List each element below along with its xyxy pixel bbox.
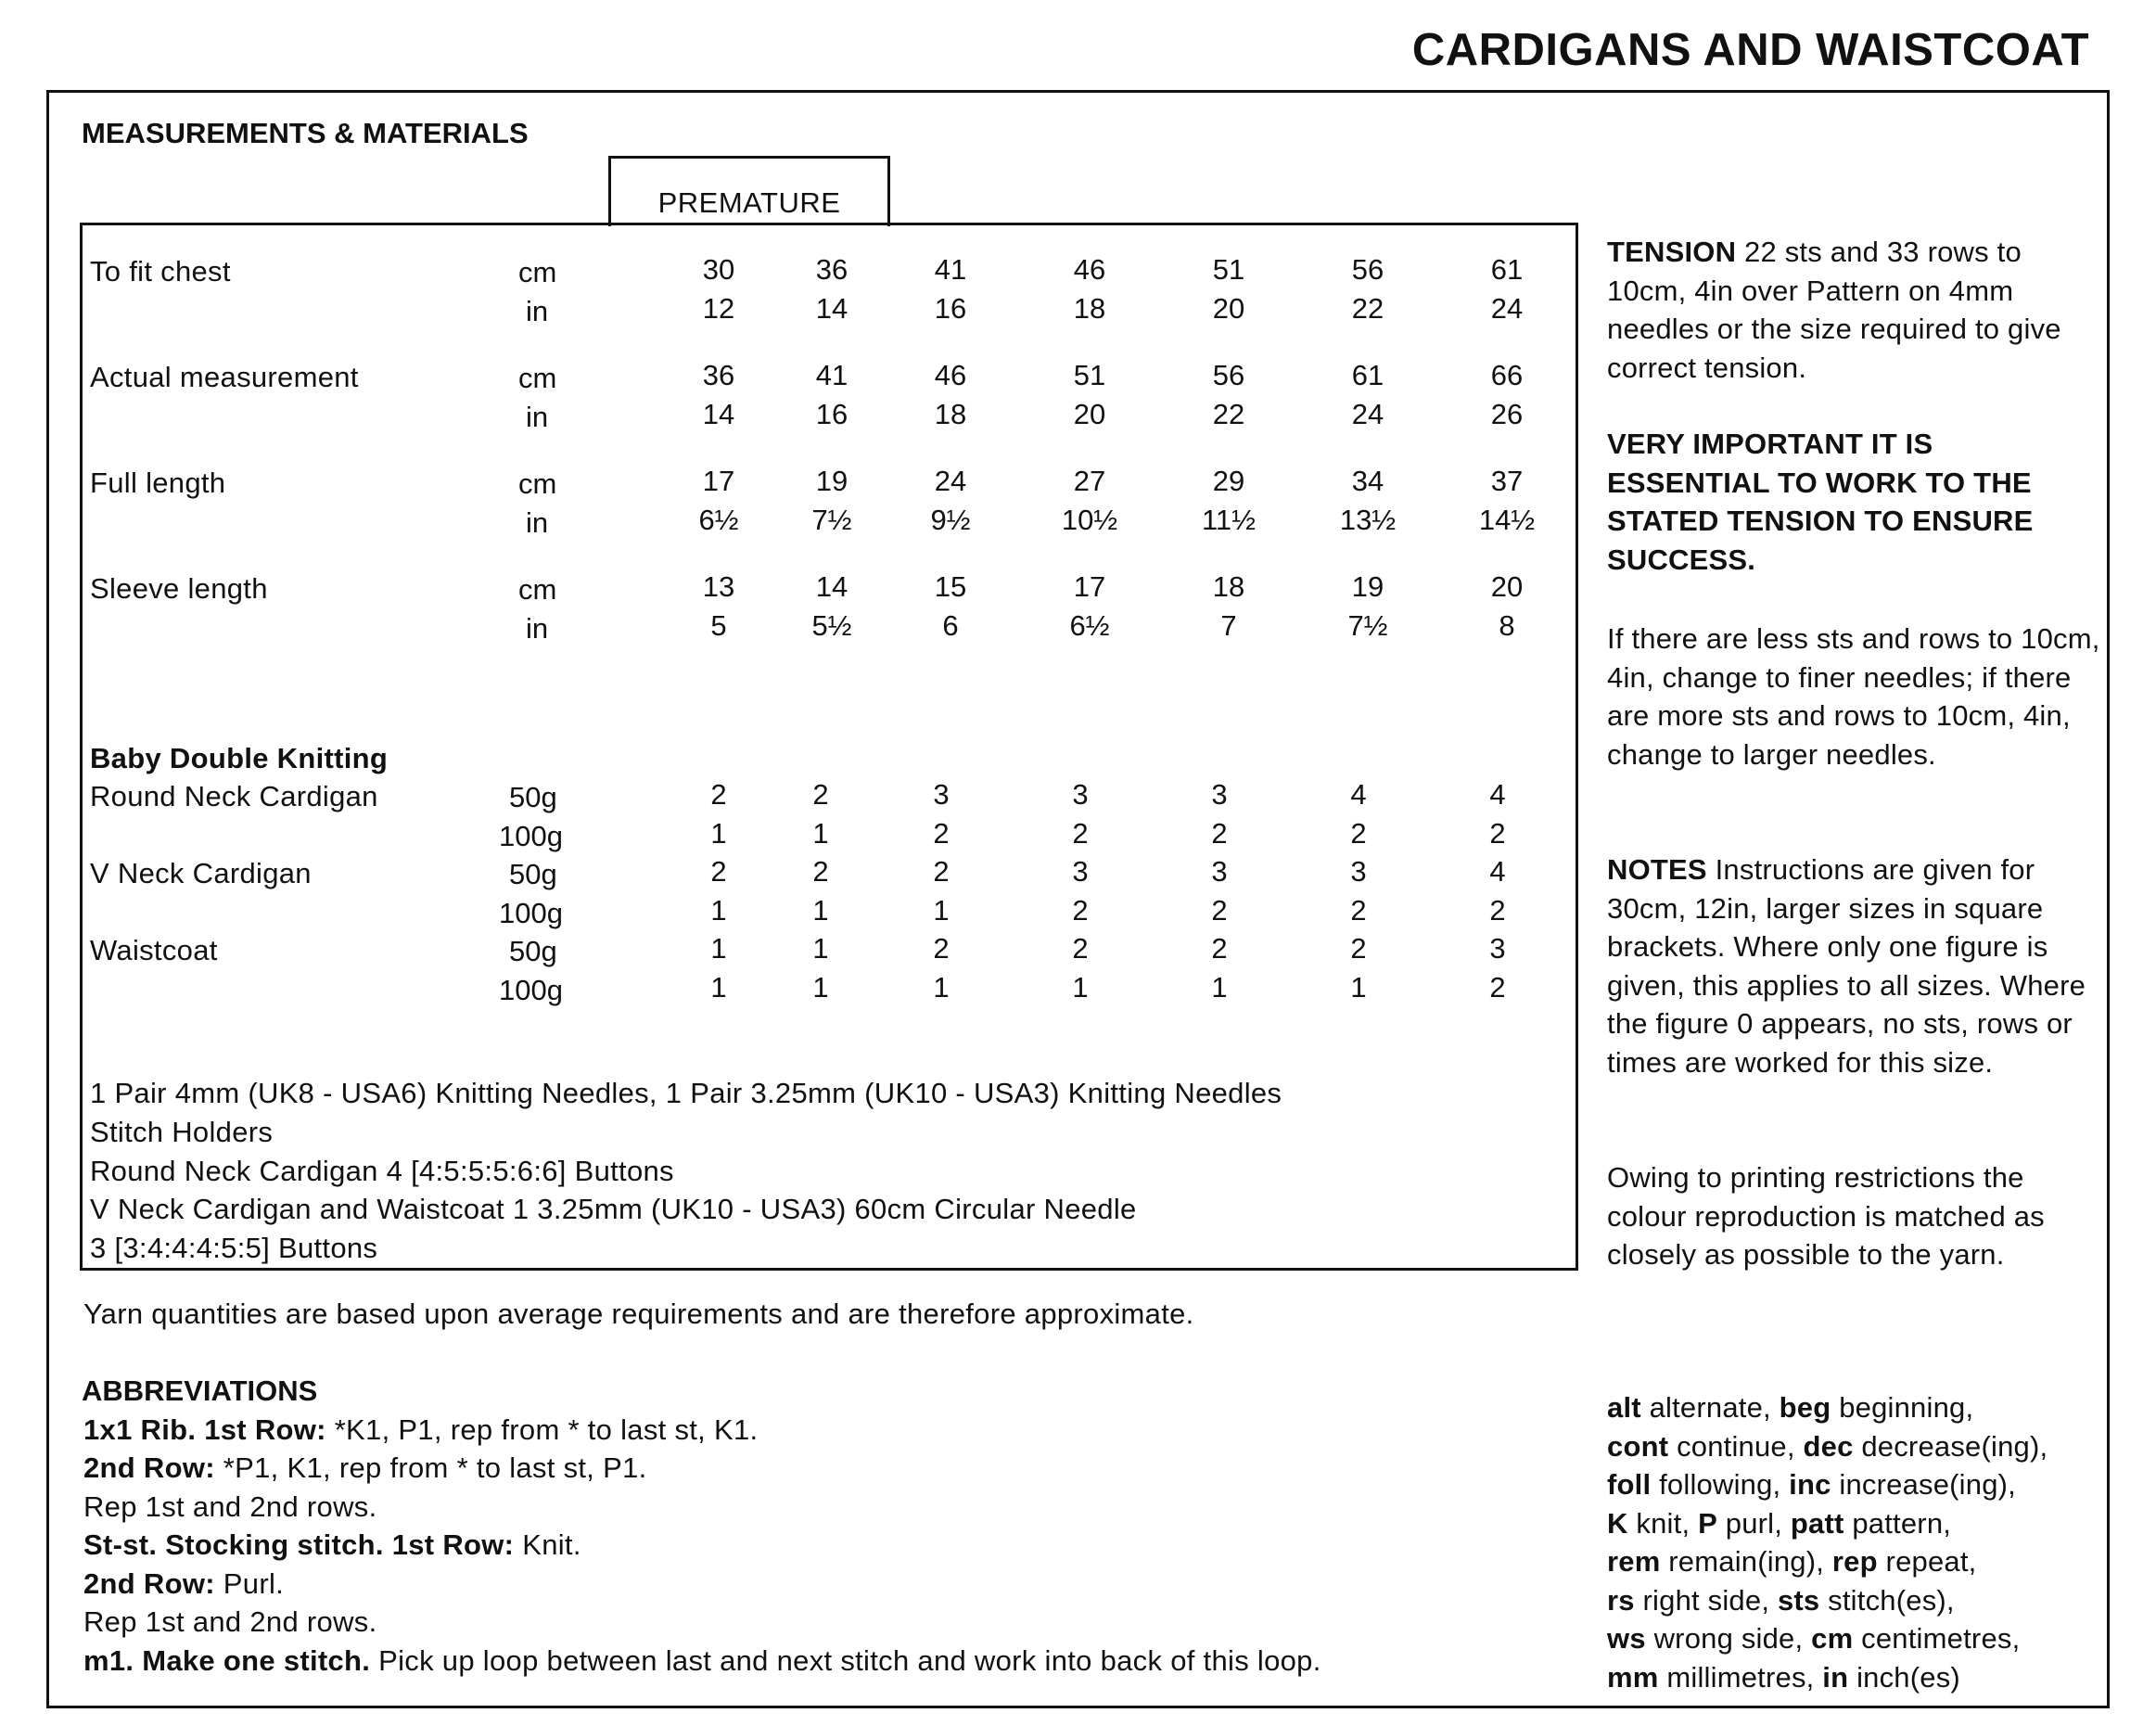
page-title: CARDIGANS AND WAISTCOAT bbox=[1411, 25, 2089, 75]
unit-100g: 100g bbox=[499, 974, 563, 1006]
value-cell: 30 bbox=[702, 253, 735, 286]
tension-paragraph: TENSION 22 sts and 33 rows to 10cm, 4in over Pattern on 4mm needles or the size required to give correct tension. bbox=[1607, 236, 2061, 384]
row-label: Sleeve length bbox=[90, 572, 268, 605]
abbrev-line: 2nd Row: *P1, K1, rep from * to last st, P1. bbox=[83, 1451, 647, 1484]
abbrev-line: Rep 1st and 2nd rows. bbox=[83, 1605, 377, 1638]
yarn-value-cell: 2 bbox=[1211, 817, 1228, 850]
value-cell: 41 bbox=[934, 253, 967, 286]
value-cell: 46 bbox=[1073, 253, 1106, 286]
value-cell: 13½ bbox=[1339, 504, 1397, 536]
yarn-value-cell: 1 bbox=[710, 932, 727, 965]
value-cell: 24 bbox=[934, 465, 967, 497]
glossary-line: alt alternate, beg beginning, bbox=[1607, 1391, 1974, 1424]
value-cell: 24 bbox=[1351, 398, 1384, 430]
abbrev-line: m1. Make one stitch. Pick up loop between last and next stitch and work into back of this loop. bbox=[83, 1644, 1321, 1677]
unit-in: in bbox=[526, 295, 549, 327]
materials-line-v-buttons: 3 [3:4:4:4:5:5] Buttons bbox=[90, 1232, 378, 1264]
value-cell: 8 bbox=[1499, 609, 1515, 642]
yarn-value-cell: 3 bbox=[1211, 855, 1228, 888]
measurements-table bbox=[80, 223, 1578, 1271]
materials-line-needles: 1 Pair 4mm (UK8 - USA6) Knitting Needles, 1 Pair 3.25mm (UK10 - USA3) Knitting Needles bbox=[90, 1077, 1282, 1109]
size-tab bbox=[608, 156, 890, 226]
value-cell: 29 bbox=[1212, 465, 1245, 497]
value-cell: 51 bbox=[1212, 253, 1245, 286]
value-cell: 7 bbox=[1220, 609, 1237, 642]
value-cell: 6 bbox=[942, 609, 959, 642]
yarn-value-cell: 4 bbox=[1489, 855, 1506, 888]
value-cell: 46 bbox=[934, 359, 967, 391]
yarn-value-cell: 3 bbox=[1072, 778, 1089, 811]
yarn-value-cell: 1 bbox=[933, 894, 950, 927]
abbrev-line: 2nd Row: Purl. bbox=[83, 1567, 285, 1600]
row-label: Waistcoat bbox=[90, 934, 218, 966]
value-cell: 12 bbox=[702, 292, 735, 325]
yarn-value-cell: 2 bbox=[1489, 894, 1506, 927]
value-cell: 5½ bbox=[811, 609, 852, 642]
abbrev-line: Rep 1st and 2nd rows. bbox=[83, 1490, 377, 1523]
value-cell: 51 bbox=[1073, 359, 1106, 391]
value-cell: 41 bbox=[815, 359, 848, 391]
unit-100g: 100g bbox=[499, 897, 563, 929]
bottom-rule bbox=[46, 1706, 2110, 1708]
value-cell: 36 bbox=[702, 359, 735, 391]
yarn-value-cell: 1 bbox=[710, 971, 727, 1004]
yarn-value-cell: 2 bbox=[1211, 932, 1228, 965]
row-label: Round Neck Cardigan bbox=[90, 780, 378, 812]
yarn-note: Yarn quantities are based upon average requirements and are therefore approximate. bbox=[83, 1298, 1194, 1330]
abbrev-line: St-st. Stocking stitch. 1st Row: Knit. bbox=[83, 1528, 581, 1561]
abbreviations-heading: ABBREVIATIONS bbox=[82, 1374, 318, 1407]
yarn-value-cell: 1 bbox=[812, 817, 829, 850]
yarn-value-cell: 1 bbox=[1072, 971, 1089, 1004]
yarn-value-cell: 1 bbox=[812, 894, 829, 927]
yarn-value-cell: 2 bbox=[1072, 817, 1089, 850]
value-cell: 20 bbox=[1073, 398, 1106, 430]
glossary-line: rs right side, sts stitch(es), bbox=[1607, 1583, 1955, 1617]
value-cell: 27 bbox=[1073, 465, 1106, 497]
yarn-value-cell: 2 bbox=[1350, 932, 1367, 965]
yarn-value-cell: 2 bbox=[1350, 894, 1367, 927]
glossary-line: ws wrong side, cm centimetres, bbox=[1607, 1622, 2021, 1655]
important-paragraph: VERY IMPORTANT IT IS ESSENTIAL TO WORK TO THE STATED TENSION TO ENSURE SUCCESS. bbox=[1607, 428, 2034, 576]
glossary-line: rem remain(ing), rep repeat, bbox=[1607, 1545, 1977, 1578]
size-tab-label: PREMATURE bbox=[657, 186, 841, 219]
value-cell: 56 bbox=[1212, 359, 1245, 391]
yarn-value-cell: 2 bbox=[812, 778, 829, 811]
yarn-value-cell: 2 bbox=[1489, 817, 1506, 850]
value-cell: 18 bbox=[1212, 570, 1245, 603]
value-cell: 20 bbox=[1490, 570, 1524, 603]
yarn-value-cell: 1 bbox=[710, 894, 727, 927]
yarn-value-cell: 2 bbox=[812, 855, 829, 888]
glossary-line: cont continue, dec decrease(ing), bbox=[1607, 1429, 2048, 1463]
value-cell: 16 bbox=[815, 398, 848, 430]
value-cell: 6½ bbox=[698, 504, 739, 536]
value-cell: 14 bbox=[815, 570, 848, 603]
row-label: To fit chest bbox=[90, 255, 231, 288]
row-label: Full length bbox=[90, 467, 226, 499]
unit-cm: cm bbox=[518, 362, 557, 394]
value-cell: 18 bbox=[934, 398, 967, 430]
yarn-value-cell: 1 bbox=[933, 971, 950, 1004]
left-rule bbox=[46, 90, 49, 1708]
unit-in: in bbox=[526, 401, 549, 433]
value-cell: 19 bbox=[1351, 570, 1384, 603]
materials-line-round-buttons: Round Neck Cardigan 4 [4:5:5:5:6:6] Buttons bbox=[90, 1155, 674, 1187]
yarn-value-cell: 4 bbox=[1489, 778, 1506, 811]
value-cell: 7½ bbox=[1347, 609, 1388, 642]
yarn-value-cell: 4 bbox=[1350, 778, 1367, 811]
value-cell: 6½ bbox=[1069, 609, 1110, 642]
value-cell: 22 bbox=[1212, 398, 1245, 430]
yarn-value-cell: 3 bbox=[1350, 855, 1367, 888]
yarn-value-cell: 3 bbox=[1211, 778, 1228, 811]
value-cell: 14½ bbox=[1478, 504, 1536, 536]
yarn-value-cell: 1 bbox=[812, 932, 829, 965]
value-cell: 19 bbox=[815, 465, 848, 497]
yarn-value-cell: 1 bbox=[812, 971, 829, 1004]
value-cell: 22 bbox=[1351, 292, 1384, 325]
unit-cm: cm bbox=[518, 467, 557, 500]
value-cell: 36 bbox=[815, 253, 848, 286]
yarn-value-cell: 2 bbox=[710, 778, 727, 811]
value-cell: 26 bbox=[1490, 398, 1524, 430]
value-cell: 15 bbox=[934, 570, 967, 603]
yarn-value-cell: 2 bbox=[710, 855, 727, 888]
value-cell: 17 bbox=[702, 465, 735, 497]
value-cell: 18 bbox=[1073, 292, 1106, 325]
needles-paragraph: If there are less sts and rows to 10cm, 4in, change to finer needles; if there are more sts and rows to 10cm, 4in, change to larger needles. bbox=[1607, 622, 2100, 771]
value-cell: 13 bbox=[702, 570, 735, 603]
value-cell: 24 bbox=[1490, 292, 1524, 325]
measurements-heading: MEASUREMENTS & MATERIALS bbox=[82, 117, 529, 149]
value-cell: 10½ bbox=[1061, 504, 1118, 536]
notes-paragraph: NOTES Instructions are given for 30cm, 12in, larger sizes in square brackets. Where only one figure is given, this applies to all sizes. Where the figure 0 appears, no sts, rows or times are worked for this size. bbox=[1607, 853, 2086, 1079]
yarn-value-cell: 1 bbox=[1211, 971, 1228, 1004]
yarn-value-cell: 1 bbox=[710, 817, 727, 850]
value-cell: 61 bbox=[1351, 359, 1384, 391]
row-label: V Neck Cardigan bbox=[90, 857, 312, 889]
unit-100g: 100g bbox=[499, 820, 563, 852]
yarn-value-cell: 3 bbox=[1072, 855, 1089, 888]
unit-50g: 50g bbox=[509, 781, 557, 813]
yarn-value-cell: 1 bbox=[1350, 971, 1367, 1004]
yarn-value-cell: 3 bbox=[1489, 932, 1506, 965]
abbrev-glossary bbox=[1607, 1388, 2108, 1696]
value-cell: 14 bbox=[815, 292, 848, 325]
yarn-value-cell: 2 bbox=[1489, 971, 1506, 1004]
yarn-value-cell: 2 bbox=[1072, 894, 1089, 927]
value-cell: 5 bbox=[710, 609, 727, 642]
value-cell: 17 bbox=[1073, 570, 1106, 603]
unit-cm: cm bbox=[518, 573, 557, 606]
unit-50g: 50g bbox=[509, 935, 557, 967]
value-cell: 16 bbox=[934, 292, 967, 325]
yarn-value-cell: 2 bbox=[933, 817, 950, 850]
glossary-line: K knit, P purl, patt pattern, bbox=[1607, 1506, 1952, 1540]
materials-line-circular-needle: V Neck Cardigan and Waistcoat 1 3.25mm (UK10 - USA3) 60cm Circular Needle bbox=[90, 1193, 1137, 1225]
value-cell: 56 bbox=[1351, 253, 1384, 286]
materials-line-holders: Stitch Holders bbox=[90, 1116, 274, 1148]
unit-50g: 50g bbox=[509, 858, 557, 890]
glossary-line: mm millimetres, in inch(es) bbox=[1607, 1660, 1960, 1694]
top-rule bbox=[46, 90, 2110, 93]
value-cell: 61 bbox=[1490, 253, 1524, 286]
value-cell: 7½ bbox=[811, 504, 852, 536]
value-cell: 9½ bbox=[930, 504, 971, 536]
yarn-value-cell: 2 bbox=[1211, 894, 1228, 927]
yarn-value-cell: 2 bbox=[1350, 817, 1367, 850]
unit-in: in bbox=[526, 506, 549, 539]
value-cell: 66 bbox=[1490, 359, 1524, 391]
value-cell: 11½ bbox=[1201, 504, 1257, 536]
row-label: Actual measurement bbox=[90, 361, 359, 393]
colour-paragraph: Owing to printing restrictions the colour reproduction is matched as closely as possible to the yarn. bbox=[1607, 1161, 2045, 1271]
glossary-line: foll following, inc increase(ing), bbox=[1607, 1468, 2016, 1501]
yarn-value-cell: 2 bbox=[1072, 932, 1089, 965]
unit-in: in bbox=[526, 612, 549, 645]
abbrev-line: 1x1 Rib. 1st Row: *K1, P1, rep from * to last st, K1. bbox=[83, 1413, 759, 1446]
value-cell: 37 bbox=[1490, 465, 1524, 497]
value-cell: 20 bbox=[1212, 292, 1245, 325]
value-cell: 34 bbox=[1351, 465, 1384, 497]
value-cell: 14 bbox=[702, 398, 735, 430]
yarn-value-cell: 2 bbox=[933, 855, 950, 888]
yarn-heading: Baby Double Knitting bbox=[90, 742, 389, 774]
unit-cm: cm bbox=[518, 256, 557, 288]
yarn-value-cell: 3 bbox=[933, 778, 950, 811]
yarn-value-cell: 2 bbox=[933, 932, 950, 965]
